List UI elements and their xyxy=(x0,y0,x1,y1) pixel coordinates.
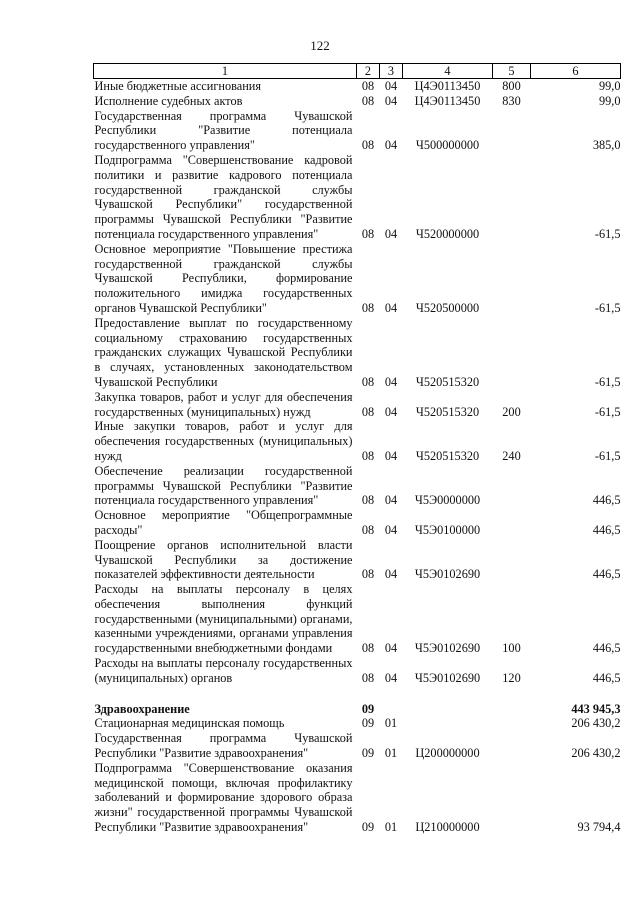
table-row xyxy=(94,153,621,242)
cell-sum: -61,5 xyxy=(594,300,621,315)
cell-sum: 446,5 xyxy=(592,493,621,508)
cell-rz: 08 xyxy=(361,670,375,685)
cell-vr xyxy=(493,761,531,835)
cell-rz: 08 xyxy=(361,79,375,93)
cell-csr: Ч5Э0102690 xyxy=(414,641,481,656)
cell-pr: 04 xyxy=(384,641,398,656)
cell-name: Иные бюджетные ассигнования xyxy=(94,79,262,93)
cell-name: Исполнение судебных актов xyxy=(94,93,243,108)
cell-rz: 09 xyxy=(361,701,375,716)
cell-csr: Ц200000000 xyxy=(415,746,480,761)
header-row xyxy=(94,64,621,79)
cell-sum: 443 945,3 xyxy=(571,701,621,716)
cell-sum: 206 430,2 xyxy=(571,746,621,761)
cell-name: Подпрограмма "Совершенствование кадровой политики и развитие кадрового потенциала государственной гражданской службы Чувашской Республики" государственной программы Чувашской Республики "Развитие потенциала государственного управления" xyxy=(94,152,353,241)
cell-csr: Ч520500000 xyxy=(415,300,480,315)
cell-vr xyxy=(493,109,531,153)
cell-vr xyxy=(493,716,531,731)
column-header: 4 xyxy=(403,64,493,79)
cell-name: Обеспечение реализации государственной программы Чувашской Республики "Развитие потенциала государственного управления" xyxy=(94,463,353,508)
cell-csr: Ч5Э0102690 xyxy=(414,670,481,685)
cell-vr xyxy=(493,153,531,242)
cell-name: Основное мероприятие "Повышение престижа государственной гражданской службы Чувашской Республики, формирование положительного имиджа государственных органов Чувашской Республики" xyxy=(94,241,353,315)
cell-sum: -61,5 xyxy=(594,374,621,389)
cell-vr xyxy=(493,508,531,538)
cell-rz: 09 xyxy=(361,716,375,731)
cell-pr: 04 xyxy=(384,138,398,153)
table-row xyxy=(94,316,621,390)
cell-rz: 08 xyxy=(361,138,375,153)
table-row xyxy=(94,538,621,582)
table-row xyxy=(94,79,621,94)
cell-sum: -61,5 xyxy=(594,404,621,419)
cell-csr: Ч500000000 xyxy=(415,138,480,153)
cell-pr: 04 xyxy=(384,670,398,685)
cell-name: Стационарная медицинская помощь xyxy=(94,716,285,731)
table-row xyxy=(94,242,621,316)
cell-csr: Ц4Э0113450 xyxy=(414,93,481,108)
cell-pr: 04 xyxy=(384,79,398,93)
column-header: 1 xyxy=(94,64,357,79)
page-number: 122 xyxy=(310,38,330,53)
cell-vr xyxy=(493,464,531,508)
table-body xyxy=(94,79,621,835)
table-row xyxy=(94,94,621,109)
cell-csr: Ч520515320 xyxy=(415,448,480,463)
column-header: 6 xyxy=(531,64,621,79)
column-header: 3 xyxy=(380,64,403,79)
cell-pr: 04 xyxy=(384,493,398,508)
cell-vr xyxy=(493,686,531,717)
cell-sum: 446,5 xyxy=(592,522,621,537)
cell-name: Иные закупки товаров, работ и услуг для обеспечения государственных (муниципальных) нужд xyxy=(94,419,353,463)
cell-name: Закупка товаров, работ и услуг для обеспечения государственных (муниципальных) нужд xyxy=(94,389,353,419)
cell-rz: 09 xyxy=(361,746,375,761)
cell-csr: Ч520000000 xyxy=(415,226,480,241)
table-row xyxy=(94,464,621,508)
cell-sum: 385,0 xyxy=(592,138,621,153)
cell-name: Расходы на выплаты персоналу в целях обеспечения выполнения функций государственными (муниципальными) органами, казенными учреждениями, органами управления государственными внебюджетными фондами xyxy=(94,582,353,656)
cell-pr: 04 xyxy=(384,404,398,419)
cell-pr: 04 xyxy=(384,93,398,108)
cell-name: Поощрение органов исполнительной власти Чувашской Республики за достижение показателей эффективности деятельности xyxy=(94,537,353,582)
cell-csr: Ч520515320 xyxy=(415,404,480,419)
cell-vr: 200 xyxy=(502,404,521,419)
cell-csr: Ч5Э0100000 xyxy=(414,522,481,537)
cell-sum: 446,5 xyxy=(592,641,621,656)
cell-csr: Ч520515320 xyxy=(415,374,480,389)
cell-name: Подпрограмма "Совершенствование оказания медицинской помощи, включая профилактику заболеваний и формирование здорового образа жизни" государственной программы Чувашской Республики "Развитие здравоохранения" xyxy=(94,760,353,835)
cell-sum: 446,5 xyxy=(592,670,621,685)
cell-rz: 08 xyxy=(361,493,375,508)
cell-name: Государственная программа Чувашской Республики "Развитие здравоохранения" xyxy=(94,731,353,761)
cell-name: Государственная программа Чувашской Республики "Развитие потенциала государственного управления" xyxy=(94,108,353,153)
cell-vr xyxy=(493,731,531,761)
cell-rz: 09 xyxy=(361,820,375,835)
table-row xyxy=(94,656,621,686)
cell-vr xyxy=(493,538,531,582)
cell-vr: 120 xyxy=(502,670,521,685)
cell-pr: 04 xyxy=(384,300,398,315)
cell-vr xyxy=(493,316,531,390)
cell-pr xyxy=(380,686,403,717)
column-header: 5 xyxy=(493,64,531,79)
table-row xyxy=(94,761,621,835)
cell-sum: 206 430,2 xyxy=(571,716,621,731)
table-header xyxy=(94,64,621,79)
table-row xyxy=(94,582,621,656)
cell-vr: 240 xyxy=(502,448,521,463)
cell-sum: 93 794,4 xyxy=(577,820,621,835)
cell-rz: 08 xyxy=(361,522,375,537)
cell-rz: 08 xyxy=(361,448,375,463)
cell-csr: Ч5Э0102690 xyxy=(414,567,481,582)
budget-table xyxy=(93,63,621,835)
table-row xyxy=(94,109,621,153)
cell-vr: 100 xyxy=(502,641,521,656)
cell-sum: 99,0 xyxy=(598,93,621,108)
cell-csr: Ц4Э0113450 xyxy=(414,79,481,93)
table-row xyxy=(94,390,621,420)
cell-csr: Ц210000000 xyxy=(415,820,480,835)
table-row xyxy=(94,508,621,538)
cell-pr: 01 xyxy=(384,716,398,731)
cell-rz: 08 xyxy=(361,93,375,108)
cell-sum: 99,0 xyxy=(598,79,621,93)
cell-pr: 01 xyxy=(384,820,398,835)
cell-rz: 08 xyxy=(361,374,375,389)
table-row xyxy=(94,731,621,761)
cell-name: Расходы на выплаты персоналу государственных (муниципальных) органов xyxy=(94,656,353,685)
cell-sum: -61,5 xyxy=(594,448,621,463)
cell-name: Основное мероприятие "Общепрограммные расходы" xyxy=(94,508,353,537)
cell-pr: 04 xyxy=(384,374,398,389)
cell-rz: 08 xyxy=(361,226,375,241)
table-row xyxy=(94,419,621,463)
cell-pr: 04 xyxy=(384,448,398,463)
table-row xyxy=(94,716,621,731)
cell-pr: 04 xyxy=(384,226,398,241)
cell-name: Здравоохранение xyxy=(94,701,190,716)
cell-sum: 446,5 xyxy=(592,567,621,582)
cell-name: Предоставление выплат по государственному социальному страхованию государственных гражданских служащих Чувашской Республики в случаях, установленных законодательством Чувашской Республики xyxy=(94,315,353,389)
cell-sum: -61,5 xyxy=(594,226,621,241)
cell-rz: 08 xyxy=(361,641,375,656)
cell-vr: 800 xyxy=(502,79,521,93)
cell-csr xyxy=(403,716,493,731)
cell-rz: 08 xyxy=(361,404,375,419)
cell-rz: 08 xyxy=(361,300,375,315)
section-row xyxy=(94,686,621,717)
cell-pr: 01 xyxy=(384,746,398,761)
cell-pr: 04 xyxy=(384,522,398,537)
cell-csr: Ч5Э0000000 xyxy=(414,493,481,508)
cell-vr: 830 xyxy=(502,93,521,108)
cell-vr xyxy=(493,242,531,316)
cell-pr: 04 xyxy=(384,567,398,582)
column-header: 2 xyxy=(357,64,380,79)
cell-csr xyxy=(403,686,493,717)
cell-rz: 08 xyxy=(361,567,375,582)
